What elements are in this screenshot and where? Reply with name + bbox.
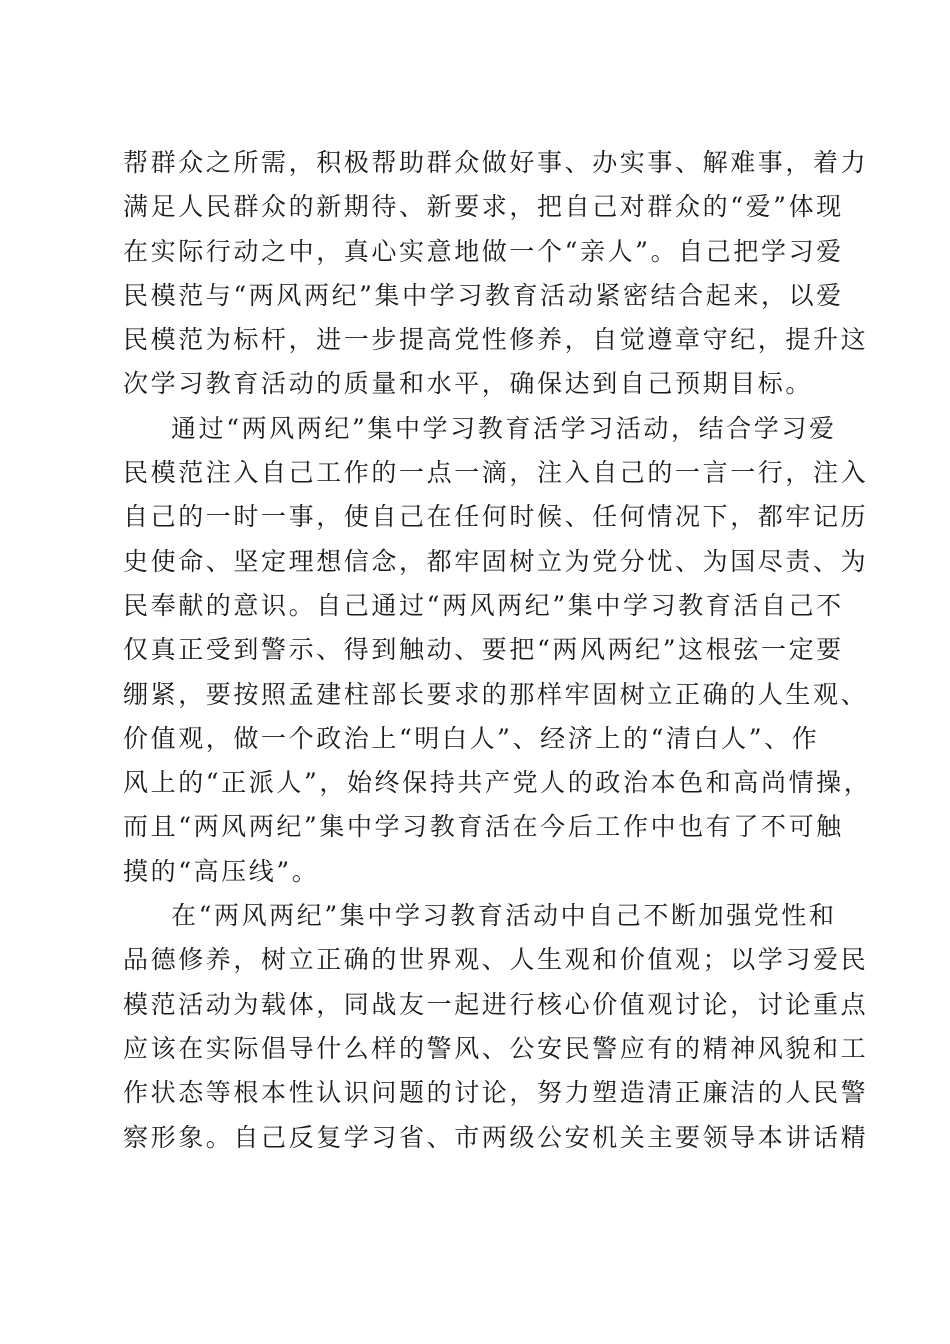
document-body — [123, 141, 872, 1160]
text-line: 史使命、坚定理想信念，都牢固树立为党分忧、为国尽责、为 — [123, 546, 869, 576]
text-line: 察形象。自己反复学习省、市两级公安机关主要领导本讲话精 — [123, 1122, 869, 1152]
text-line: 品德修养，树立正确的世界观、人生观和价值观；以学习爱民 — [123, 945, 869, 975]
text-line: 民模范与“两风两纪”集中学习教育活动紧密结合起来，以爱 — [123, 280, 844, 310]
text-line: 在“两风两纪”集中学习教育活动中自己不断加强党性和 — [171, 901, 837, 931]
text-line: 风上的“正派人”，始终保持共产党人的政治本色和高尚情操， — [123, 768, 872, 798]
text-line: 作状态等根本性认识问题的讨论，努力塑造清正廉洁的人民警 — [123, 1078, 869, 1108]
text-line: 而且“两风两纪”集中学习教育活在今后工作中也有了不可触 — [123, 812, 844, 842]
text-line: 民奉献的意识。自己通过“两风两纪”集中学习教育活自己不 — [123, 590, 844, 620]
text-line: 应该在实际倡导什么样的警风、公安民警应有的精神风貌和工 — [123, 1033, 869, 1063]
text-line: 民模范为标杆，进一步提高党性修养，自觉遵章守纪，提升这 — [123, 325, 869, 355]
text-line: 民模范注入自己工作的一点一滴，注入自己的一言一行，注入 — [123, 458, 869, 488]
text-line: 帮群众之所需，积极帮助群众做好事、办实事、解难事，着力 — [123, 148, 869, 177]
text-line: 模范活动为载体，同战友一起进行核心价值观讨论，讨论重点 — [123, 989, 869, 1019]
text-line: 仅真正受到警示、得到触动、要把“两风两纪”这根弦一定要 — [123, 635, 844, 665]
text-line: 自己的一时一事，使自己在任何时候、任何情况下，都牢记历 — [123, 502, 869, 532]
text-line: 价值观，做一个政治上“明白人”、经济上的“清白人”、作 — [123, 723, 820, 753]
text-line: 满足人民群众的新期待、新要求，把自己对群众的“爱”体现 — [123, 192, 844, 222]
text-line: 次学习教育活动的质量和水平，确保达到自己预期目标。 — [123, 369, 814, 399]
text-line: 绷紧，要按照孟建柱部长要求的那样牢固树立正确的人生观、 — [123, 679, 869, 709]
text-line: 通过“两风两纪”集中学习教育活学习活动，结合学习爱 — [171, 413, 837, 443]
text-line: 在实际行动之中，真心实意地做一个“亲人”。自己把学习爱 — [123, 236, 844, 266]
text-line: 摸的“高压线”。 — [123, 856, 320, 886]
